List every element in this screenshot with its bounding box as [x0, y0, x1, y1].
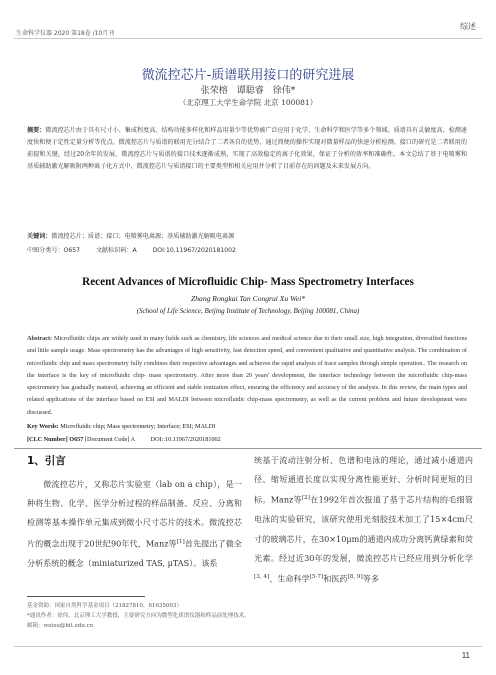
- section-heading: 1、引言: [27, 455, 66, 467]
- english-abstract: [27, 333, 467, 419]
- body-paragraph: [254, 451, 473, 589]
- body-paragraph: [27, 475, 242, 573]
- english-keywords-label: Key Words:: [27, 423, 59, 430]
- english-classification: [27, 436, 235, 443]
- citation: [2]: [301, 495, 310, 502]
- english-document-code: [Document Code] A: [84, 436, 136, 443]
- body-text: 和医药: [323, 573, 348, 584]
- header-divider: [14, 38, 482, 39]
- english-keywords-text: Microfluidic chip; Mass spectrometry; Interface; ESI; MALDI: [60, 423, 216, 430]
- footnote-funding: 基金资助：国家自然科学基金项目（21827810，61635003）: [27, 603, 182, 609]
- chinese-doi: DOI:10.11967/2020181002: [152, 247, 236, 254]
- english-affiliation: (School of Life Science, Beijing Institute of Technology, Beijing 100081, China): [136, 307, 360, 315]
- chinese-abstract-label: 摘要：: [27, 127, 46, 134]
- section-divider: [14, 448, 482, 449]
- footnote-email: 邮箱：weixu@bit.edu.cn: [27, 623, 94, 629]
- body-text: 首先提出了微全分析系统的概念（miniaturized TAS, μTAS）。该系: [27, 538, 242, 568]
- english-title: Recent Advances of Microfluidic Chip- Mass Spectrometry Interfaces: [82, 276, 414, 288]
- body-text: 在1992年首次报道了基于芯片结构的毛细管电泳的实验研究，该研究使用光刻胶技术加工了15×4cm尺寸的玻璃芯片，在30×10μm的通道内成功分离钙黄绿素和荧光素。经过近30年的发展，微流控芯片已经应用到分析化学: [254, 495, 473, 563]
- chinese-abstract-text: 微流控芯片由于具有尺寸小、集成程度高、结构功能多样化和样品用量少等优势被广泛应用于化学、生命科学和医学等多个领域。质谱具有灵敏度高、检测速度快和便于定性定量分析等优点。微流控芯片与质谱的联用充分结合了二者各自的优势，通过简便的操作实现对微量样品的快速分析检测。接口的研究是二者联用的前提和关键，经过20余年的发展，微流控芯片与质谱的接口技术逐渐成熟，实现了高效稳定的离子化效果，保证了分析的效率和准确性。本文总结了基于电喷雾和基质辅助激光解吸附两种离子化方式中，微流控芯片与质谱接口的主要类型和相关应用并分析了目前存在的问题及未来发展方向。: [27, 127, 468, 170]
- citation: [5-7]: [309, 573, 324, 580]
- chinese-keywords-label: 关键词：: [27, 233, 52, 240]
- citation: [3, 4]: [254, 573, 270, 580]
- chinese-affiliation: （北京理工大学生命学院 北京 100081）: [178, 98, 318, 107]
- chinese-authors: 张荣榕 谭聪睿 徐伟*: [200, 86, 296, 96]
- body-text: 统基于流动注射分析、色谱和电泳的理论，通过减小通道内径、缩短通道长度以实现分离性能更好、分析时间更短的目标。Manz等: [254, 455, 473, 506]
- body-right-column: [254, 451, 473, 589]
- journal-header: 生命科学仪器 2020 第18卷 /10月刊: [16, 30, 115, 37]
- chinese-document-code: 文献标识码：A: [95, 247, 137, 254]
- english-abstract-text: Microfluidic chips are widely used in many fields such as chemistry, life sciences and medical science due to their small size, high integration, diversified functions and little sample usage. Mass spectrometry has the advantages of high sensitivity, fast detection speed, and convenient qualitative and quantitative analysis. The combination of microfluidic chip and mass spectrometry fully combines their respective advantages and achieves the rapid analysis of trace samples through simple operation.. The research on the interface is the key of microfluidic chip- mass spectrometry. After more than 20 years' development, the interface technology between the microfluidic chip-mass spectrometry has gradually matured, achieving an efficient and stable ionization effect, ensuring the efficiency and accuracy of the analysis. In this review, the main types and related applications of the interface based on ESI and MALDI between microfluidic chip-mass spectrometry, as well as the current problem and future development were discussed.: [27, 335, 467, 416]
- english-authors: Zhang Rongkai Tan Congrui Xu Wei*: [191, 294, 305, 303]
- page-number: 11: [461, 651, 470, 660]
- chinese-title: 微流控芯片-质谱联用接口的研究进展: [141, 68, 355, 83]
- body-text: 、生命科学: [269, 573, 310, 584]
- english-clc-number: [CLC Number] O657: [27, 436, 84, 443]
- chinese-abstract: [27, 125, 467, 173]
- chinese-classification: [27, 245, 250, 254]
- english-keywords: [27, 423, 215, 430]
- body-text: 微流控芯片，又称芯片实验室（lab on a chip），是一种将生物、化学、医学分析过程的样品制备、反应、分离和检测等基本操作单元集成到微小尺寸芯片的技术。微流控芯片的概念出现于20世纪90年代，Manz等: [27, 479, 242, 549]
- chinese-keywords: [27, 231, 234, 240]
- footnote-divider: [27, 596, 145, 597]
- english-doi: DOI::10.11967/2020181002: [150, 436, 221, 443]
- footnote-author: *通讯作者：徐伟，北京理工大学教授，主要研究方向为微型化质谱仪器和样品前处理技术。: [27, 613, 250, 619]
- body-text: 等多: [362, 573, 379, 584]
- citation: [8, 9]: [347, 573, 363, 580]
- citation: [1]: [176, 538, 185, 545]
- footer-divider: [14, 646, 482, 647]
- chinese-clc-number: 中图分类号：O657: [27, 247, 80, 254]
- chinese-keywords-text: 微流控芯片；质谱；接口；电喷雾电离源；基质辅助激光解吸电离源: [51, 233, 235, 240]
- body-left-column: [27, 475, 242, 573]
- section-label: 综述: [460, 22, 476, 31]
- english-abstract-label: Abstract:: [27, 335, 53, 342]
